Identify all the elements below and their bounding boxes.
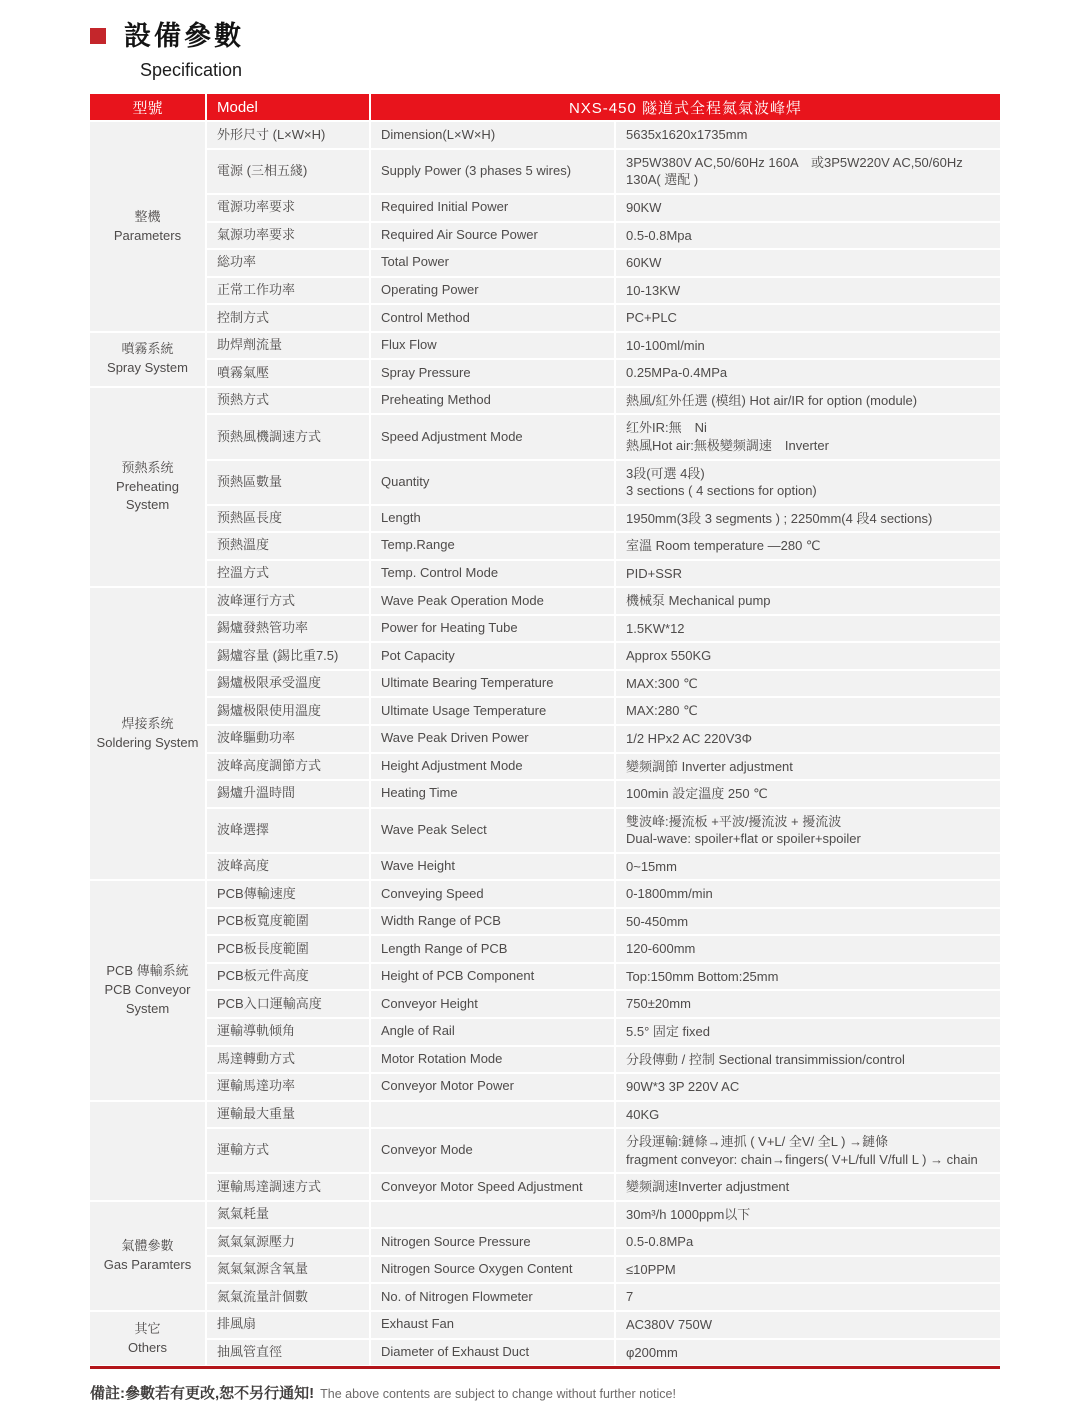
row-label-en: Wave Peak Select: [371, 809, 614, 852]
group-label: 整機 Parameters: [90, 122, 205, 330]
row-label-en: Conveyor Height: [371, 991, 614, 1017]
row-label-cn: 预熱風機調速方式: [207, 415, 369, 458]
row-label-cn: 氮氣耗量: [207, 1202, 369, 1228]
row-value: 5635x1620x1735mm: [616, 122, 1000, 148]
row-label-cn: 预熱區長度: [207, 506, 369, 532]
row-value: 分段傳動 / 控制 Sectional transimmission/control: [616, 1047, 1000, 1073]
row-label-en: Quantity: [371, 461, 614, 504]
row-label-en: Flux Flow: [371, 333, 614, 359]
row-value: 40KG: [616, 1102, 1000, 1128]
row-label-cn: 錫爐极限承受溫度: [207, 671, 369, 697]
row-label-cn: 预熱溫度: [207, 533, 369, 559]
row-label-cn: 预熱區數量: [207, 461, 369, 504]
row-label-en: Nitrogen Source Pressure: [371, 1229, 614, 1255]
row-value: 雙波峰:擾流板 +平波/擾流波 + 擾流波 Dual-wave: spoiler+flat or spoiler+spoiler: [616, 809, 1000, 852]
footer-note-cn: 備註:參數若有更改,恕不另行通知!: [90, 1385, 315, 1403]
row-label-en: Power for Heating Tube: [371, 616, 614, 642]
row-value: 0-1800mm/min: [616, 881, 1000, 907]
group-label: 焊接系统 Soldering System: [90, 588, 205, 879]
row-label-cn: PCB入口運輸高度: [207, 991, 369, 1017]
row-label-en: Wave Peak Operation Mode: [371, 588, 614, 614]
row-label-cn: 波峰高度: [207, 854, 369, 880]
row-label-cn: PCB傳輸速度: [207, 881, 369, 907]
row-value: 變频調速Inverter adjustment: [616, 1174, 1000, 1200]
row-value: 0.5-0.8Mpa: [616, 223, 1000, 249]
row-label-en: Conveyor Motor Power: [371, 1074, 614, 1100]
row-label-cn: PCB板元件高度: [207, 964, 369, 990]
row-value: 30m³/h 1000ppm以下: [616, 1202, 1000, 1228]
row-label-en: Temp. Control Mode: [371, 561, 614, 587]
row-label-cn: 運輸最大重量: [207, 1102, 369, 1128]
row-label-cn: 波峰高度調節方式: [207, 754, 369, 780]
row-label-cn: 錫爐极限使用溫度: [207, 698, 369, 724]
row-value: 1950mm(3段 3 segments ) ; 2250mm(4 段4 sections): [616, 506, 1000, 532]
row-label-cn: 錫爐容量 (錫比重7.5): [207, 643, 369, 669]
page-title-en: Specification: [140, 60, 243, 81]
row-label-en: Required Initial Power: [371, 195, 614, 221]
row-label-en: Nitrogen Source Oxygen Content: [371, 1257, 614, 1283]
row-label-en: Exhaust Fan: [371, 1312, 614, 1338]
row-label-en: Height of PCB Component: [371, 964, 614, 990]
group-label: 其它 Others: [90, 1312, 205, 1365]
row-label-cn: 波峰選擇: [207, 809, 369, 852]
row-label-en: Operating Power: [371, 278, 614, 304]
row-value: 7: [616, 1284, 1000, 1310]
row-label-cn: 预熱方式: [207, 388, 369, 414]
row-label-en: Heating Time: [371, 781, 614, 807]
row-label-cn: 運輸方式: [207, 1129, 369, 1172]
row-label-en: Diameter of Exhaust Duct: [371, 1340, 614, 1366]
row-label-en: Supply Power (3 phases 5 wires): [371, 150, 614, 193]
row-label-en: No. of Nitrogen Flowmeter: [371, 1284, 614, 1310]
row-label-en: Conveyor Mode: [371, 1129, 614, 1172]
group-label: 噴霧系統 Spray System: [90, 333, 205, 386]
row-value: PID+SSR: [616, 561, 1000, 587]
row-value: AC380V 750W: [616, 1312, 1000, 1338]
row-label-cn: 氮氣流量計個數: [207, 1284, 369, 1310]
row-label-cn: 抽風管直徑: [207, 1340, 369, 1366]
row-value: Top:150mm Bottom:25mm: [616, 964, 1000, 990]
row-value: 60KW: [616, 250, 1000, 276]
section-title-row: [90, 20, 1000, 94]
row-value: 50-450mm: [616, 909, 1000, 935]
row-label-en: Dimension(L×W×H): [371, 122, 614, 148]
row-label-cn: 運輸馬達功率: [207, 1074, 369, 1100]
footer-note: [90, 1382, 1000, 1403]
group-label: 氣體參數 Gas Paramters: [90, 1202, 205, 1310]
row-label-en: Spray Pressure: [371, 360, 614, 386]
row-label-en: Width Range of PCB: [371, 909, 614, 935]
row-label-cn: 控制方式: [207, 305, 369, 331]
row-value: 10-100ml/min: [616, 333, 1000, 359]
row-label-cn: 運輸導軌倾角: [207, 1019, 369, 1045]
row-label-en: Ultimate Usage Temperature: [371, 698, 614, 724]
row-value: MAX:300 ℃: [616, 671, 1000, 697]
row-value: 1.5KW*12: [616, 616, 1000, 642]
red-square-bullet-icon: [90, 28, 106, 44]
row-label-cn: 控溫方式: [207, 561, 369, 587]
row-label-en: Conveying Speed: [371, 881, 614, 907]
row-value: 0.5-0.8MPa: [616, 1229, 1000, 1255]
row-label-cn: 運輸馬達調速方式: [207, 1174, 369, 1200]
row-value: 3段(可選 4段) 3 sections ( 4 sections for option): [616, 461, 1000, 504]
spec-table-wrap: [90, 94, 1000, 1369]
row-label-cn: 馬達轉動方式: [207, 1047, 369, 1073]
row-label-en: [371, 1102, 614, 1128]
row-label-en: Length Range of PCB: [371, 936, 614, 962]
row-value: ≤10PPM: [616, 1257, 1000, 1283]
row-label-en: [371, 1202, 614, 1228]
group-label: [90, 1102, 205, 1200]
row-value: 變频調節 Inverter adjustment: [616, 754, 1000, 780]
row-label-cn: 正常工作功率: [207, 278, 369, 304]
row-label-en: Pot Capacity: [371, 643, 614, 669]
row-value: 红外IR:無 Ni 熱風Hot air:無极變频調速 Inverter: [616, 415, 1000, 458]
row-value: Approx 550KG: [616, 643, 1000, 669]
row-value: 室溫 Room temperature —280 ℃: [616, 533, 1000, 559]
row-label-cn: 電源 (三相五綫): [207, 150, 369, 193]
row-label-en: Conveyor Motor Speed Adjustment: [371, 1174, 614, 1200]
row-value: 3P5W380V AC,50/60Hz 160A 或3P5W220V AC,50/60Hz 130A( 選配 ): [616, 150, 1000, 193]
row-label-cn: 助焊劑流量: [207, 333, 369, 359]
page-title-cn: 設備參數: [124, 21, 244, 51]
row-label-cn: PCB板長度範圍: [207, 936, 369, 962]
footer-note-en: The above contents are subject to change without further notice!: [320, 1387, 676, 1402]
row-label-cn: 氮氣氣源壓力: [207, 1229, 369, 1255]
row-label-cn: 波峰運行方式: [207, 588, 369, 614]
header-model-value: NXS-450 隧道式全程氮氣波峰焊: [371, 94, 1000, 120]
row-value: 100min 設定溫度 250 ℃: [616, 781, 1000, 807]
row-label-en: Control Method: [371, 305, 614, 331]
group-label: 预熱系统 Preheating System: [90, 388, 205, 586]
row-value: 120-600mm: [616, 936, 1000, 962]
row-label-en: Wave Height: [371, 854, 614, 880]
row-label-en: Length: [371, 506, 614, 532]
row-value: 0.25MPa-0.4MPa: [616, 360, 1000, 386]
row-value: 分段運輸:鏈條→連抓 ( V+L/ 全V/ 全L ) →鏈條 fragment conveyor: chain→fingers( V+L/full V/full L ) → chain: [616, 1129, 1000, 1172]
row-label-cn: 電源功率要求: [207, 195, 369, 221]
row-label-en: Height Adjustment Mode: [371, 754, 614, 780]
row-label-cn: 外形尺寸 (L×W×H): [207, 122, 369, 148]
row-value: PC+PLC: [616, 305, 1000, 331]
row-label-en: Temp.Range: [371, 533, 614, 559]
row-label-en: Speed Adjustment Mode: [371, 415, 614, 458]
row-label-en: Wave Peak Driven Power: [371, 726, 614, 752]
spec-table: [90, 94, 1000, 1365]
row-value: 機械泵 Mechanical pump: [616, 588, 1000, 614]
group-label: PCB 傳輸系統 PCB Conveyor System: [90, 881, 205, 1099]
row-label-cn: 噴霧氣壓: [207, 360, 369, 386]
row-label-cn: 総功率: [207, 250, 369, 276]
row-value: 5.5° 固定 fixed: [616, 1019, 1000, 1045]
row-value: 90W*3 3P 220V AC: [616, 1074, 1000, 1100]
row-label-cn: PCB板寬度範圍: [207, 909, 369, 935]
row-value: 10-13KW: [616, 278, 1000, 304]
row-value: MAX:280 ℃: [616, 698, 1000, 724]
row-label-en: Required Air Source Power: [371, 223, 614, 249]
row-label-cn: 錫爐升溫時間: [207, 781, 369, 807]
row-label-cn: 排風扇: [207, 1312, 369, 1338]
row-label-cn: 氮氣氣源含氧量: [207, 1257, 369, 1283]
row-label-en: Ultimate Bearing Temperature: [371, 671, 614, 697]
row-label-cn: 氣源功率要求: [207, 223, 369, 249]
header-model-label-cn: 型號: [90, 94, 205, 120]
header-model-label-en: Model: [207, 94, 369, 120]
row-value: 1/2 HPx2 AC 220V3Φ: [616, 726, 1000, 752]
row-value: φ200mm: [616, 1340, 1000, 1366]
row-label-cn: 波峰驅動功率: [207, 726, 369, 752]
row-label-cn: 錫爐發熱管功率: [207, 616, 369, 642]
row-label-en: Motor Rotation Mode: [371, 1047, 614, 1073]
row-label-en: Preheating Method: [371, 388, 614, 414]
row-label-en: Angle of Rail: [371, 1019, 614, 1045]
row-label-en: Total Power: [371, 250, 614, 276]
row-value: 熱風/紅外任選 (模组) Hot air/IR for option (module): [616, 388, 1000, 414]
row-value: 750±20mm: [616, 991, 1000, 1017]
row-value: 0~15mm: [616, 854, 1000, 880]
row-value: 90KW: [616, 195, 1000, 221]
